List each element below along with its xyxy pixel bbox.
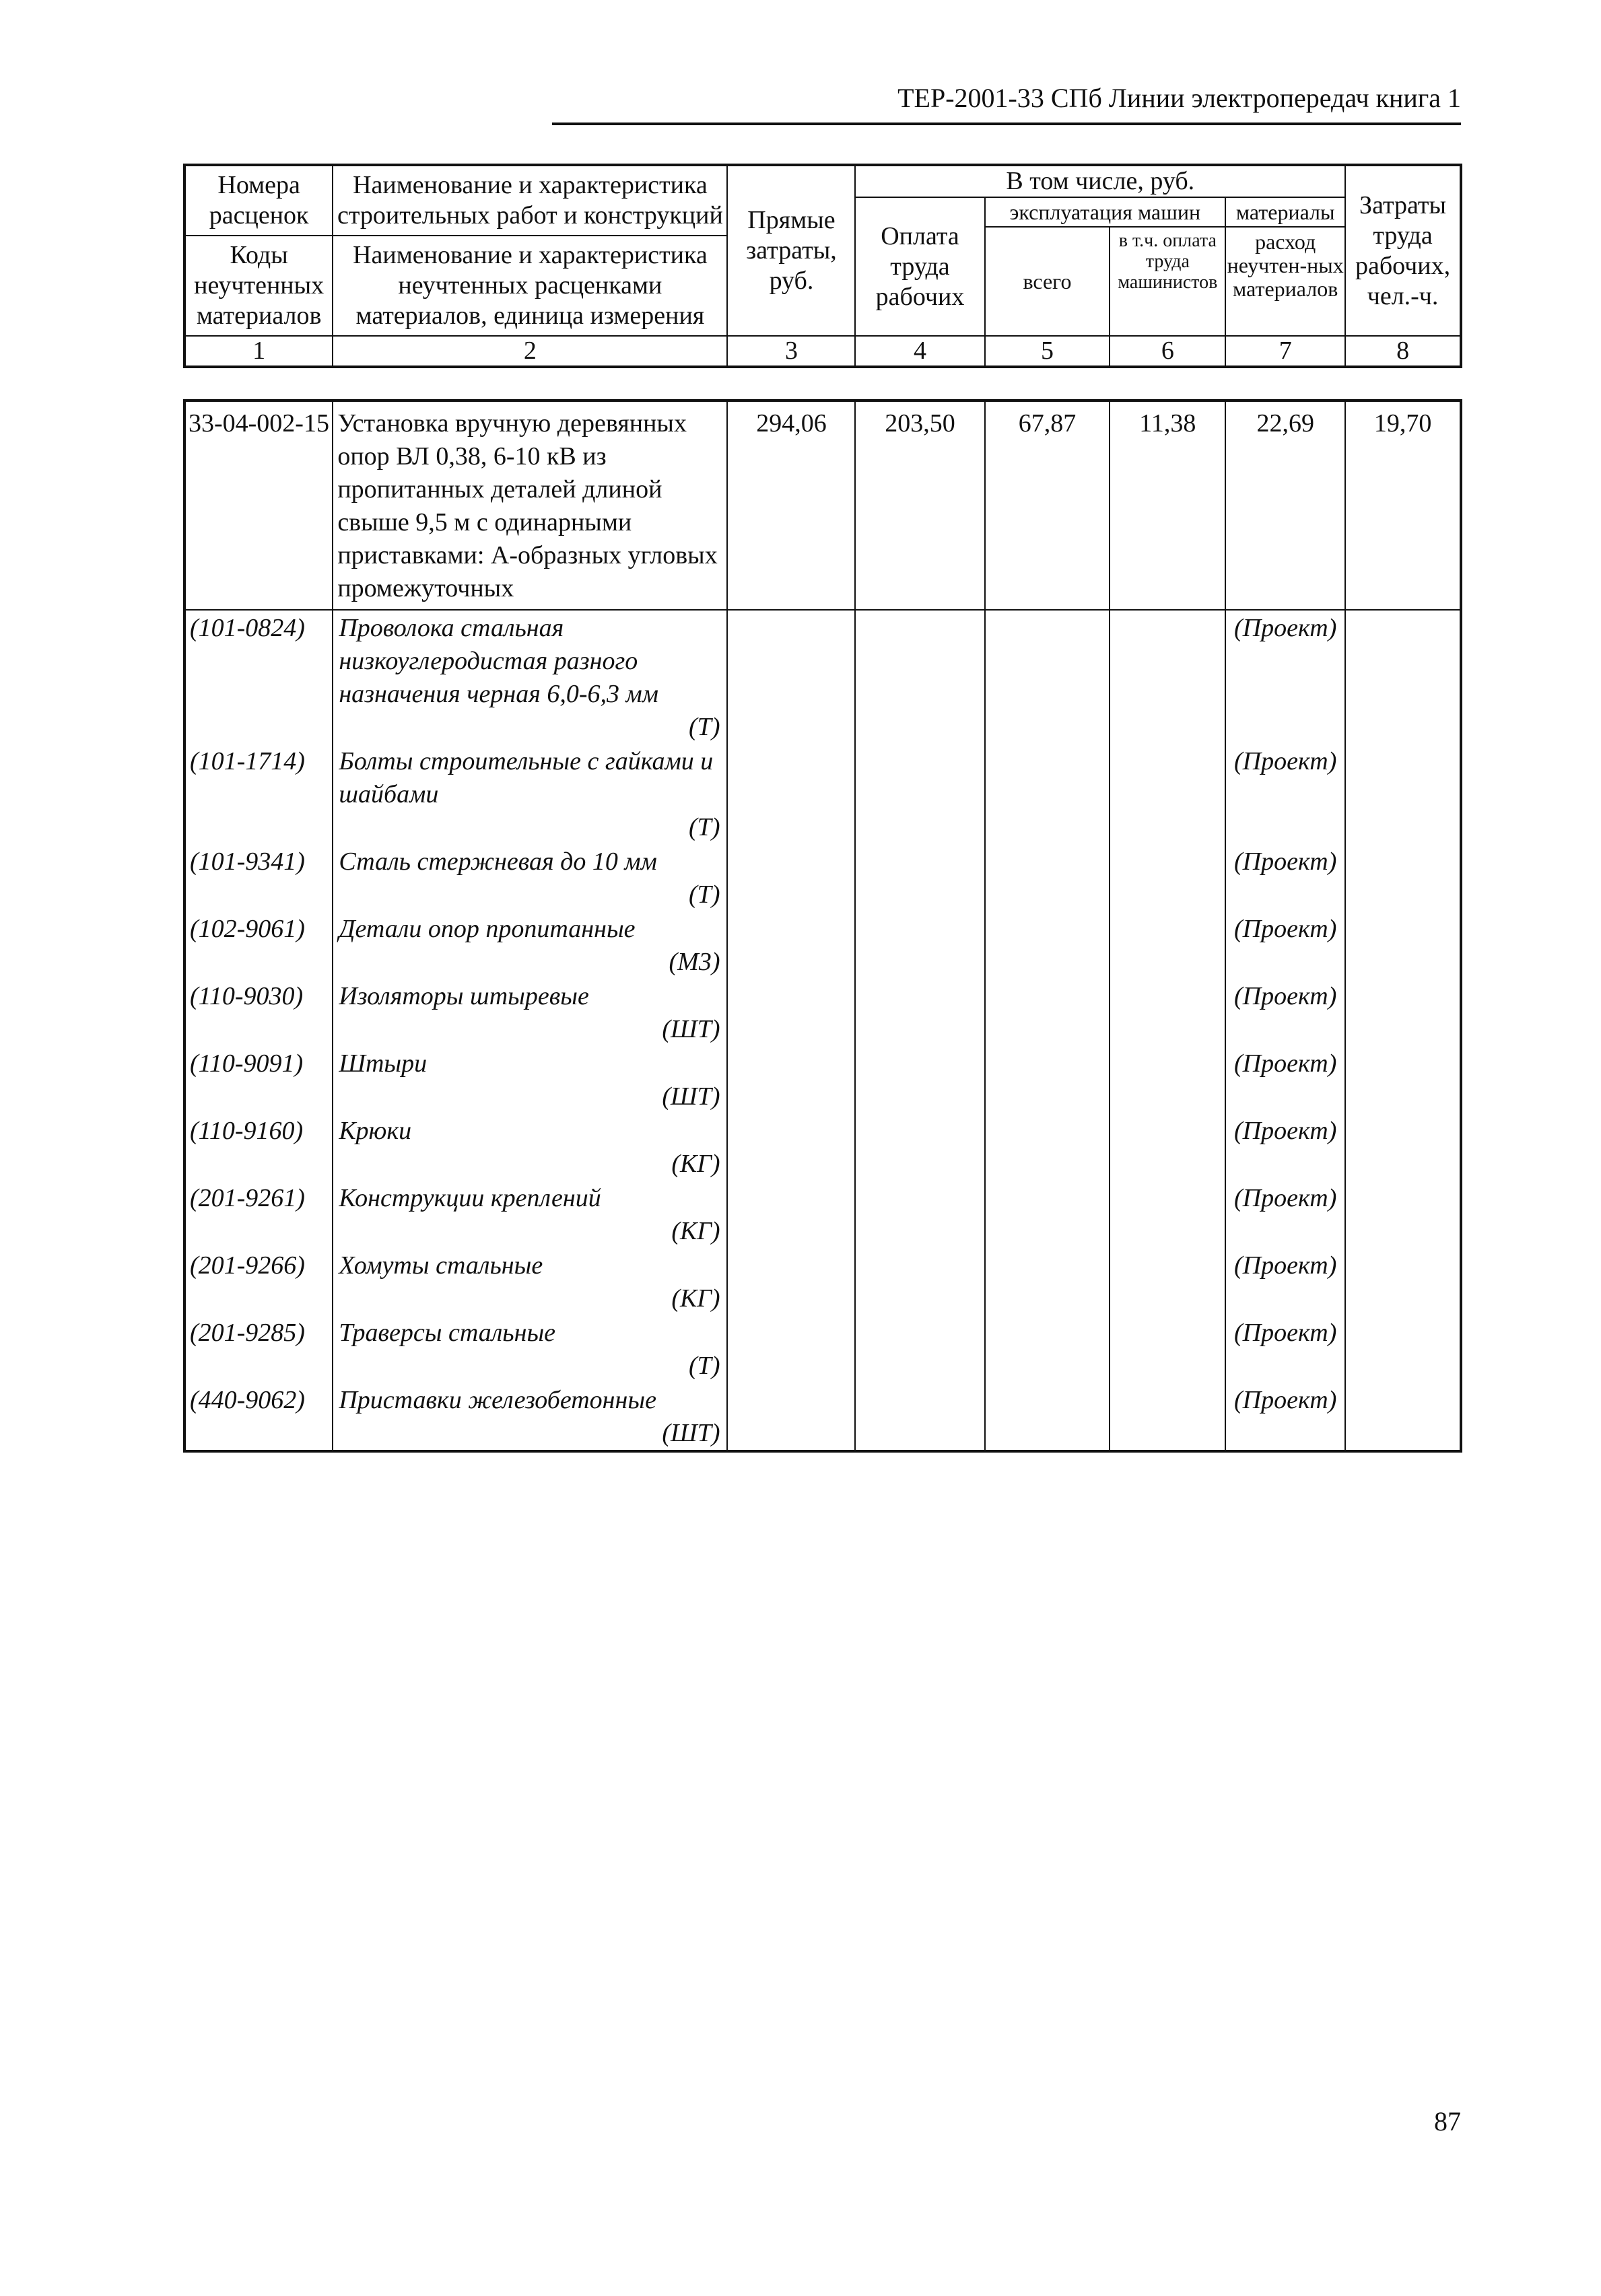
material-code: (201-9261) (184, 1181, 333, 1248)
material-code: (101-1714) (184, 744, 333, 844)
header-group-included: В том числе, руб. (855, 165, 1345, 197)
header-num-2: 2 (333, 336, 727, 367)
material-note: (Проект) (1225, 911, 1345, 979)
rates-table (183, 399, 1462, 1453)
header-num-4: 4 (855, 336, 984, 367)
header-col3: Прямые затраты, руб. (727, 165, 855, 336)
material-code: (101-9341) (184, 844, 333, 911)
material-name-text: Крюки (339, 1117, 412, 1145)
material-name-text: Изоляторы штыревые (339, 982, 589, 1010)
material-note: (Проект) (1225, 1046, 1345, 1113)
material-row (184, 1113, 1461, 1181)
material-note: (Проект) (1225, 1315, 1345, 1383)
material-note: (Проект) (1225, 1248, 1345, 1315)
material-name (333, 610, 727, 744)
header-col8: Затраты труда рабочих, чел.-ч. (1345, 165, 1461, 336)
header-col5: всего (985, 227, 1110, 336)
header-num-7: 7 (1225, 336, 1345, 367)
header-col1-bottom: Коды неучтенных материалов (194, 241, 325, 330)
header-col1-divider (184, 235, 333, 236)
header-num-8: 8 (1345, 336, 1461, 367)
header-col2 (333, 165, 727, 336)
material-name (333, 1181, 727, 1248)
rate-code: 33-04-002-15 (184, 401, 333, 610)
material-row (184, 911, 1461, 979)
header-num-3: 3 (727, 336, 855, 367)
material-unit: (ШТ) (662, 1015, 720, 1043)
material-name (333, 1113, 727, 1181)
material-unit: (Т) (689, 713, 720, 741)
header-num-5: 5 (985, 336, 1110, 367)
material-name-text: Приставки железобетонные (339, 1386, 656, 1414)
material-note: (Проект) (1225, 1383, 1345, 1451)
material-note: (Проект) (1225, 979, 1345, 1046)
material-code: (101-0824) (184, 610, 333, 744)
material-note: (Проект) (1225, 610, 1345, 744)
material-row (184, 1181, 1461, 1248)
material-row (184, 610, 1461, 744)
header-col2-bottom: Наименование и характеристика неучтенных расценками материалов, единица измерения (353, 241, 708, 330)
material-unit: (ШТ) (662, 1082, 720, 1111)
material-code: (201-9266) (184, 1248, 333, 1315)
running-header: ТЕР-2001-33 СПб Линии электропередач книга 1 (897, 83, 1461, 113)
header-group-machines: эксплуатация машин (985, 197, 1226, 227)
material-row (184, 1383, 1461, 1451)
material-row (184, 979, 1461, 1046)
material-unit: (ШТ) (662, 1419, 720, 1447)
material-unit: (КГ) (671, 1284, 720, 1313)
material-note: (Проект) (1225, 844, 1345, 911)
material-code: (102-9061) (184, 911, 333, 979)
material-row (184, 1248, 1461, 1315)
material-unit: (Т) (689, 813, 720, 841)
material-name-text: Сталь стержневая до 10 мм (339, 847, 657, 876)
material-code: (110-9030) (184, 979, 333, 1046)
material-note: (Проект) (1225, 744, 1345, 844)
page-number: 87 (1434, 2106, 1461, 2136)
header-col6: в т.ч. оплата труда машинистов (1110, 227, 1225, 336)
material-code: (440-9062) (184, 1383, 333, 1451)
header-col2-top: Наименование и характеристика строительных работ и конструкций (337, 171, 723, 230)
material-code: (201-9285) (184, 1315, 333, 1383)
material-name (333, 744, 727, 844)
header-num-6: 6 (1110, 336, 1225, 367)
material-name (333, 1315, 727, 1383)
header-col2-divider (332, 235, 728, 236)
material-row (184, 1315, 1461, 1383)
material-name-text: Хомуты стальные (339, 1251, 543, 1280)
rate-labor-hours: 19,70 (1345, 401, 1461, 610)
header-rule (552, 123, 1461, 125)
material-code: (110-9160) (184, 1113, 333, 1181)
material-note: (Проект) (1225, 1113, 1345, 1181)
material-row (184, 1046, 1461, 1113)
material-name-text: Проволока стальная низкоуглеродистая разного назначения черная 6,0-6,3 мм (339, 614, 659, 708)
material-name (333, 979, 727, 1046)
rate-row (184, 401, 1461, 610)
material-unit: (Т) (689, 1352, 720, 1380)
header-num-1: 1 (184, 336, 333, 367)
rate-name: Установка вручную деревянных опор ВЛ 0,38, 6-10 кВ из пропитанных деталей длиной свыше 9,5 м с одинарными приставками: А-образных угловых промежуточных (333, 401, 727, 610)
material-unit: (М3) (669, 948, 720, 976)
material-unit: (КГ) (671, 1217, 720, 1245)
material-name (333, 1248, 727, 1315)
material-name-text: Болты строительные с гайками и шайбами (339, 747, 714, 808)
material-name-text: Конструкции креплений (339, 1184, 601, 1212)
material-name-text: Траверсы стальные (339, 1319, 556, 1347)
rate-machinists-pay: 11,38 (1110, 401, 1225, 610)
material-name (333, 844, 727, 911)
rate-direct-costs: 294,06 (727, 401, 855, 610)
material-row (184, 744, 1461, 844)
material-name-text: Штыри (339, 1049, 428, 1078)
rate-materials: 22,69 (1225, 401, 1345, 610)
material-note: (Проект) (1225, 1181, 1345, 1248)
material-name (333, 1383, 727, 1451)
header-col1 (184, 165, 333, 336)
header-group-materials: материалы (1225, 197, 1345, 227)
material-name (333, 1046, 727, 1113)
rate-labor-pay: 203,50 (855, 401, 984, 610)
table-header (183, 164, 1462, 368)
material-row (184, 844, 1461, 911)
material-unit: (КГ) (671, 1150, 720, 1178)
rate-machines-total: 67,87 (985, 401, 1110, 610)
header-col7: расход неучтен-ных материалов (1225, 227, 1345, 336)
material-code: (110-9091) (184, 1046, 333, 1113)
material-name (333, 911, 727, 979)
material-unit: (Т) (689, 880, 720, 909)
material-name-text: Детали опор пропитанные (339, 915, 636, 943)
header-col4: Оплата труда рабочих (855, 197, 984, 336)
header-col1-top: Номера расценок (209, 171, 309, 230)
